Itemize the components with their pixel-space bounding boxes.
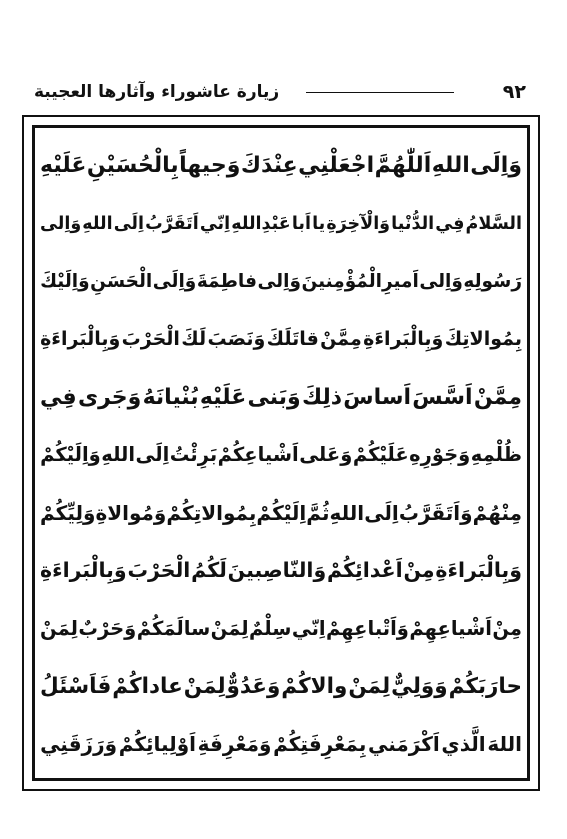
page-header xyxy=(34,80,532,104)
text-line: السَّلامُ فِي الدُّنْيا وَالْآخِرَةِ يا اَبا عَبْدِاللهِ اِنّي اَتَقَرَّبُ اِلَى اللهِ وَاِلى xyxy=(40,213,522,234)
page-number: ٩٢ xyxy=(502,81,526,103)
text-line: رَسُولِهِ وَاِلى اَميرِالْمُؤْمِنينَ وَاِلى فاطِمَةَ وَاِلَى الْحَسَنِ وَاِلَيْكَ xyxy=(40,270,522,292)
book-title: زيارة عاشوراء وآثارها العجيبة xyxy=(34,82,280,102)
text-line: مِمَّنْ اَسَّسَ اَساسَ ذلِكَ وَبَنى عَلَيْهِ بُنْيانَهُ وَجَرى فِي xyxy=(40,384,522,410)
text-line: وَاِلَى اللهِ اَللّٰهُمَّ اجْعَلْنِي عِنْدَكَ وَجيهاً بِالْحُسَيْنِ عَلَيْهِ xyxy=(40,153,522,179)
text-line: اللهَ الَّذي اَكْرَمَني بِمَعْرِفَتِكُمْ وَمَعْرِفَةِ اَوْلِيائِكُمْ وَرَزَقَنِي xyxy=(40,731,522,756)
text-line: ظُلْمِهِ وَجَوْرِهِ عَلَيْكُمْ وَعَلى اَشْياعِكُمْ بَرِئْتُ اِلَى اللهِ وَاِلَيْكُمْ xyxy=(40,443,522,467)
header-rule xyxy=(306,92,454,93)
text-line: وَبِالْبَراءَةِ مِنْ اَعْدائِكُمْ وَالنّاصِبينَ لَكُمُ الْحَرْبَ وَبِالْبَراءَةِ xyxy=(40,558,522,583)
text-line: حارَبَكُمْ وَوَلِيٌّ لِمَنْ والاكُمْ وَعَدُوٌّ لِمَنْ عاداكُمْ فَاَسْئَلُ xyxy=(40,673,522,699)
text-line: بِمُوالاتِكَ وَبِالْبَراءَةِ مِمَّنْ قاتَلَكَ وَنَصَبَ لَكَ الْحَرْبَ وَبِالْبَراءَةِ xyxy=(40,328,522,351)
text-line: مِنْهُمْ وَاَتَقَرَّبُ اِلَى اللهِ ثُمَّ اِلَيْكُمْ بِمُوالاتِكُمْ وَمُوالاةِ وَلِيِّكُمْ xyxy=(40,500,522,525)
prayer-text-body xyxy=(40,137,522,773)
text-line: مِنْ اَشْياعِهِمْ وَاَتْباعِهِمْ اِنّي سِلْمٌ لِمَنْ سالَمَكُمْ وَحَرْبٌ لِمَنْ xyxy=(40,616,522,640)
